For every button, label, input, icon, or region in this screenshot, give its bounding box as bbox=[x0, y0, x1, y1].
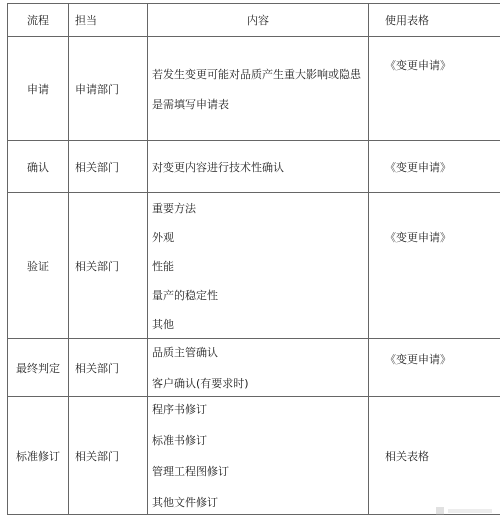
table-row bbox=[8, 339, 500, 397]
watermark-logo bbox=[436, 505, 494, 517]
form-cell: 《变更申请》 bbox=[369, 193, 500, 339]
process-cell: 最终判定 bbox=[8, 339, 69, 397]
owner-cell: 相关部门 bbox=[69, 193, 148, 339]
content-line: 是需填写申请表 bbox=[152, 97, 229, 111]
change-process-table bbox=[7, 3, 500, 515]
header-content: 内容 bbox=[148, 4, 369, 37]
process-cell: 验证 bbox=[8, 193, 69, 339]
content-line: 品质主管确认 bbox=[152, 346, 218, 359]
table-row bbox=[8, 193, 500, 339]
content-line: 程序书修订 bbox=[152, 403, 207, 416]
form-cell: 《变更申请》 bbox=[369, 37, 500, 141]
content-line: 量产的稳定性 bbox=[152, 288, 218, 302]
content-cell bbox=[148, 141, 369, 193]
content-cell bbox=[148, 397, 369, 515]
content-line: 其他文件修订 bbox=[152, 496, 218, 509]
content-line: 性能 bbox=[152, 259, 174, 273]
owner-cell: 相关部门 bbox=[69, 141, 148, 193]
table-row bbox=[8, 397, 500, 515]
header-owner: 担当 bbox=[69, 4, 148, 37]
table-row bbox=[8, 141, 500, 193]
process-cell: 确认 bbox=[8, 141, 69, 193]
content-line: 若发生变更可能对品质产生重大影响或隐患 bbox=[152, 67, 361, 81]
content-line: 管理工程图修订 bbox=[152, 465, 229, 478]
content-line: 客户确认(有要求时) bbox=[152, 377, 249, 390]
content-cell bbox=[148, 37, 369, 141]
watermark-icon bbox=[436, 505, 494, 517]
owner-cell: 相关部门 bbox=[69, 339, 148, 397]
content-line: 重要方法 bbox=[152, 201, 196, 215]
content-line: 对变更内容进行技术性确认 bbox=[152, 160, 284, 174]
form-cell: 相关表格 bbox=[369, 397, 500, 515]
content-cell bbox=[148, 193, 369, 339]
content-line: 其他 bbox=[152, 317, 174, 331]
content-line: 外观 bbox=[152, 230, 174, 244]
owner-cell: 相关部门 bbox=[69, 397, 148, 515]
content-cell bbox=[148, 339, 369, 397]
process-cell: 申请 bbox=[8, 37, 69, 141]
owner-cell: 申请部门 bbox=[69, 37, 148, 141]
process-cell: 标准修订 bbox=[8, 397, 69, 515]
form-cell: 《变更申请》 bbox=[369, 141, 500, 193]
header-process: 流程 bbox=[8, 4, 69, 37]
table-header-row bbox=[8, 4, 500, 37]
header-form: 使用表格 bbox=[369, 4, 500, 37]
form-cell: 《变更申请》 bbox=[369, 339, 500, 397]
table-row bbox=[8, 37, 500, 141]
content-line: 标准书修订 bbox=[152, 434, 207, 447]
